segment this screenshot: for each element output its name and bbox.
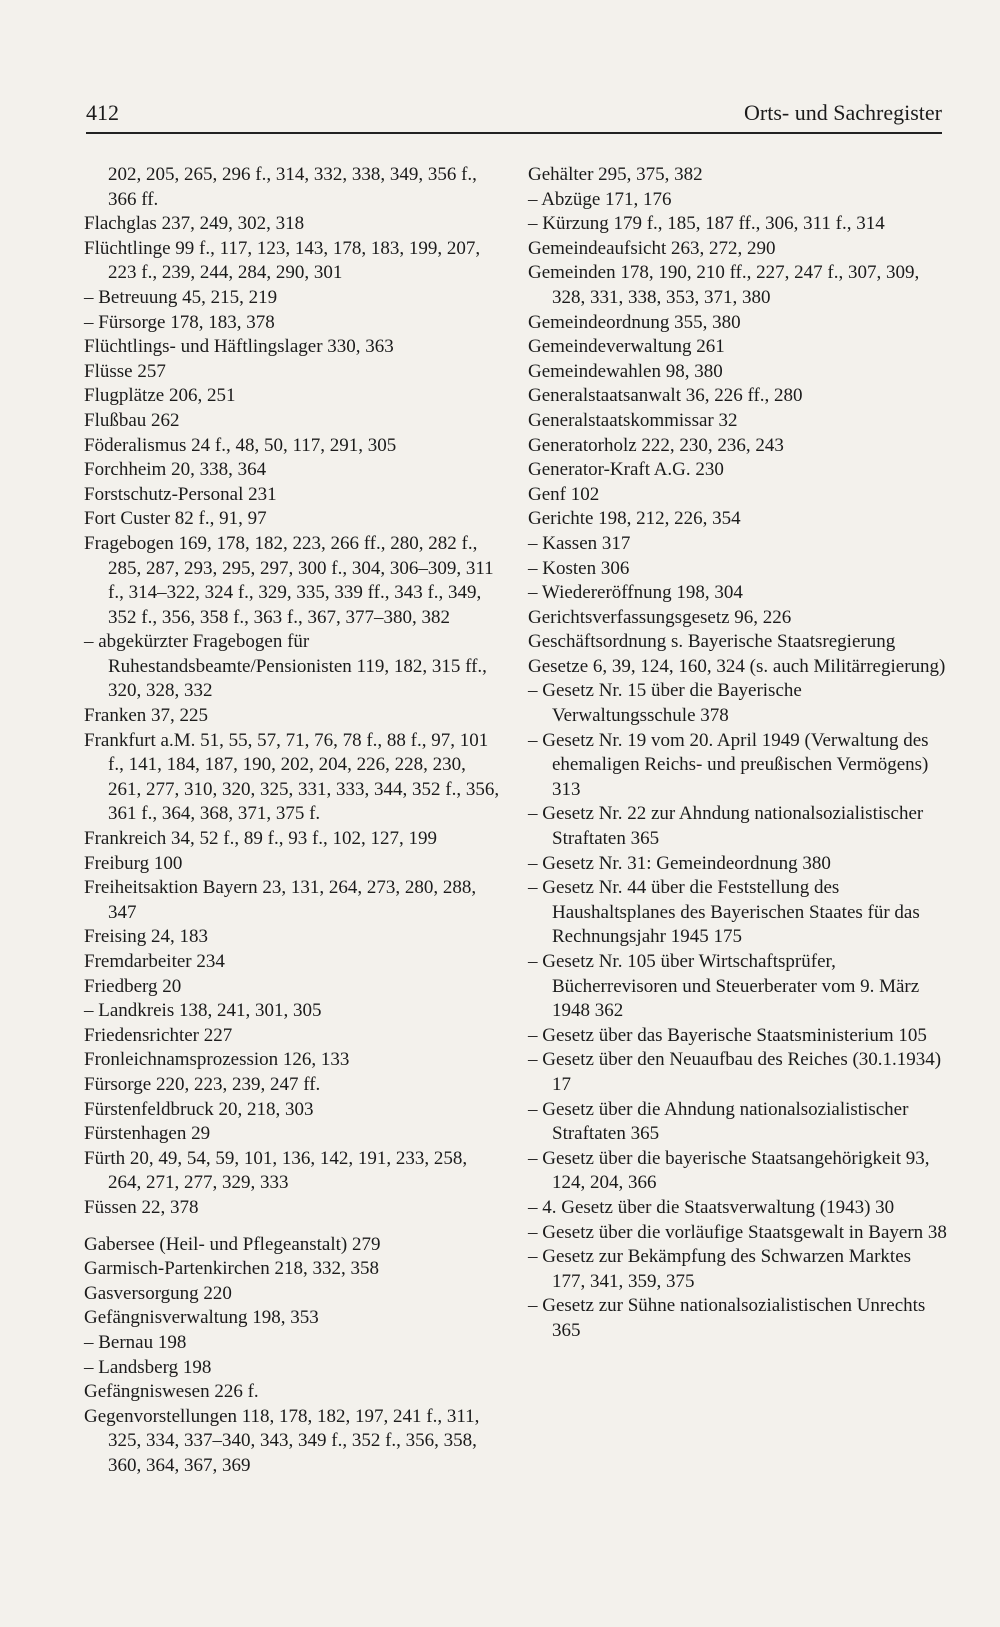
index-entry: Gabersee (Heil- und Pflegeanstalt) 279 — [84, 1233, 381, 1255]
index-entry: Freiburg 100 — [84, 852, 183, 874]
index-entry: 202, 205, 265, 296 f., 314, 332, 338, 349, 356 f., 366 ff. — [108, 164, 477, 210]
index-entry: – Gesetz über das Bayerische Staatsministerium 105 — [528, 1024, 927, 1046]
index-entry: – Gesetz Nr. 44 über die Feststellung des Haushaltsplanes des Bayerischen Staates für das Rechnungsjahr 1945 175 — [528, 877, 920, 948]
index-entry: Generator-Kraft A.G. 230 — [528, 459, 724, 481]
index-entry: Frankfurt a.M. 51, 55, 57, 71, 76, 78 f., 88 f., 97, 101 f., 141, 184, 187, 190, 202, 204, 226, 228, 230, 261, 277, 310, 320, 325, 331, 333, 344, 352 f., 356, 361 f., 364, 368, 371, 375 f. — [84, 729, 500, 825]
index-entry: – Betreuung 45, 215, 219 — [84, 286, 278, 308]
index-entry: – Gesetz zur Bekämpfung des Schwarzen Marktes 177, 341, 359, 375 — [528, 1246, 912, 1292]
index-entry: Generalstaatskommissar 32 — [528, 409, 738, 431]
index-entry: Forstschutz-Personal 231 — [84, 483, 277, 505]
index-entry: – Gesetz Nr. 105 über Wirtschaftsprüfer, Bücherrevisoren und Steuerberater vom 9. März 1948 362 — [528, 951, 920, 1022]
index-entry: Freiheitsaktion Bayern 23, 131, 264, 273, 280, 288, 347 — [84, 877, 477, 923]
index-entry: Gehälter 295, 375, 382 — [528, 164, 703, 185]
index-entry: Gemeinden 178, 190, 210 ff., 227, 247 f., 307, 309, 328, 331, 338, 353, 371, 380 — [528, 262, 920, 308]
index-entry: – Bernau 198 — [84, 1331, 187, 1353]
index-entry: Gerichte 198, 212, 226, 354 — [528, 508, 741, 530]
index-entry: Flachglas 237, 249, 302, 318 — [84, 213, 305, 235]
index-entry: Fürsorge 220, 223, 239, 247 ff. — [84, 1073, 321, 1095]
index-entry: – Gesetz über die Ahndung nationalsozialistischer Straftaten 365 — [528, 1098, 909, 1145]
index-entry: Fürstenfeldbruck 20, 218, 303 — [84, 1098, 314, 1120]
index-entry: Fürstenhagen 29 — [84, 1123, 211, 1145]
index-entry: – Abzüge 171, 176 — [528, 188, 672, 210]
index-entry: Flußbau 262 — [84, 409, 180, 431]
index-entry: – Gesetz zur Sühne nationalsozialistischen Unrechts 365 — [528, 1295, 926, 1341]
index-entry: – Landsberg 198 — [84, 1356, 212, 1378]
index-entry: Fürth 20, 49, 54, 59, 101, 136, 142, 191, 233, 258, 264, 271, 277, 329, 333 — [84, 1147, 468, 1194]
index-entry: – Landkreis 138, 241, 301, 305 — [84, 1000, 322, 1022]
index-entry: Forchheim 20, 338, 364 — [84, 459, 267, 481]
index-entry: Garmisch-Partenkirchen 218, 332, 358 — [84, 1258, 379, 1280]
index-entry: Friedberg 20 — [84, 975, 182, 997]
index-entry: – Kosten 306 — [528, 557, 630, 579]
index-entry: – Gesetz Nr. 19 vom 20. April 1949 (Verwaltung des ehemaligen Reichs- und preußischen Vermögens) 313 — [528, 729, 929, 800]
index-entry: Gefängnisverwaltung 198, 353 — [84, 1307, 319, 1329]
index-entry: Franken 37, 225 — [84, 705, 209, 727]
index-entry: – Gesetz Nr. 31: Gemeindeordnung 380 — [528, 852, 831, 874]
index-entry: Flugplätze 206, 251 — [84, 385, 236, 407]
index-entry: Flüchtlinge 99 f., 117, 123, 143, 178, 183, 199, 207, 223 f., 239, 244, 284, 290, 301 — [84, 237, 481, 284]
page-header — [86, 100, 942, 126]
index-entry: Fremdarbeiter 234 — [84, 951, 225, 972]
index-entry: Genf 102 — [528, 483, 600, 505]
right-index-column — [528, 163, 948, 1344]
index-entry: Flüchtlings- und Häftlingslager 330, 363 — [84, 336, 394, 358]
index-entry: Gefängniswesen 226 f. — [84, 1381, 259, 1403]
index-entry: – abgekürzter Fragebogen für Ruhestandsbeamte/Pensionisten 119, 182, 315 ff., 320, 328, 332 — [84, 631, 487, 702]
index-entry: Gegenvorstellungen 118, 178, 182, 197, 241 f., 311, 325, 334, 337–340, 343, 349 f., 352 f., 356, 358, 360, 364, 367, 369 — [84, 1405, 480, 1476]
header-rule — [86, 132, 942, 134]
index-entry: Fort Custer 82 f., 91, 97 — [84, 508, 267, 530]
page-number: 412 — [86, 100, 119, 125]
index-entry: Gemeindewahlen 98, 380 — [528, 360, 723, 382]
index-entry: Gemeindeaufsicht 263, 272, 290 — [528, 237, 776, 259]
index-entry: – Gesetz über die bayerische Staatsangehörigkeit 93, 124, 204, 366 — [528, 1147, 930, 1194]
index-entry: Gerichtsverfassungsgesetz 96, 226 — [528, 606, 792, 628]
index-entry: Freising 24, 183 — [84, 926, 209, 948]
index-entry: Frankreich 34, 52 f., 89 f., 93 f., 102, 127, 199 — [84, 828, 438, 850]
index-entry: Generatorholz 222, 230, 236, 243 — [528, 434, 784, 456]
index-entry: – 4. Gesetz über die Staatsverwaltung (1943) 30 — [528, 1196, 895, 1218]
index-entry: Gasversorgung 220 — [84, 1282, 232, 1304]
index-entry: – Kürzung 179 f., 185, 187 ff., 306, 311 f., 314 — [528, 213, 885, 235]
index-entry: Föderalismus 24 f., 48, 50, 117, 291, 305 — [84, 434, 397, 456]
index-entry: Generalstaatsanwalt 36, 226 ff., 280 — [528, 385, 803, 407]
index-entry: Friedensrichter 227 — [84, 1024, 233, 1046]
index-entry: – Kassen 317 — [528, 532, 631, 554]
running-title: Orts- und Sachregister — [744, 100, 942, 125]
index-entry: Gemeindeordnung 355, 380 — [528, 311, 741, 333]
index-entry: Füssen 22, 378 — [84, 1196, 199, 1218]
index-entry: Flüsse 257 — [84, 360, 166, 382]
index-entry: Fronleichnamsprozession 126, 133 — [84, 1049, 350, 1071]
index-entry: – Gesetz über die vorläufige Staatsgewalt in Bayern 38 — [528, 1221, 947, 1243]
index-entry: – Gesetz Nr. 22 zur Ahndung nationalsozialistischer Straftaten 365 — [528, 803, 924, 850]
index-entry: Geschäftsordnung s. Bayerische Staatsregierung — [528, 631, 896, 653]
index-entry: Gemeindeverwaltung 261 — [528, 336, 725, 358]
index-entry: – Fürsorge 178, 183, 378 — [84, 311, 275, 333]
index-entry: Fragebogen 169, 178, 182, 223, 266 ff., 280, 282 f., 285, 287, 293, 295, 297, 300 f., 304, 306–309, 311 f., 314–322, 324 f., 329, 335, 339 ff., 343 f., 349, 352 f., 356, 358 f., 363 f., 367, 377–380, 382 — [84, 532, 494, 628]
index-entry: – Gesetz Nr. 15 über die Bayerische Verwaltungsschule 378 — [528, 680, 802, 727]
index-entry: – Wiedereröffnung 198, 304 — [528, 582, 743, 604]
index-entry: Gesetze 6, 39, 124, 160, 324 (s. auch Militärregierung) — [528, 655, 946, 677]
left-index-column — [84, 163, 502, 1478]
index-entry: – Gesetz über den Neuaufbau des Reiches (30.1.1934) 17 — [528, 1049, 942, 1095]
